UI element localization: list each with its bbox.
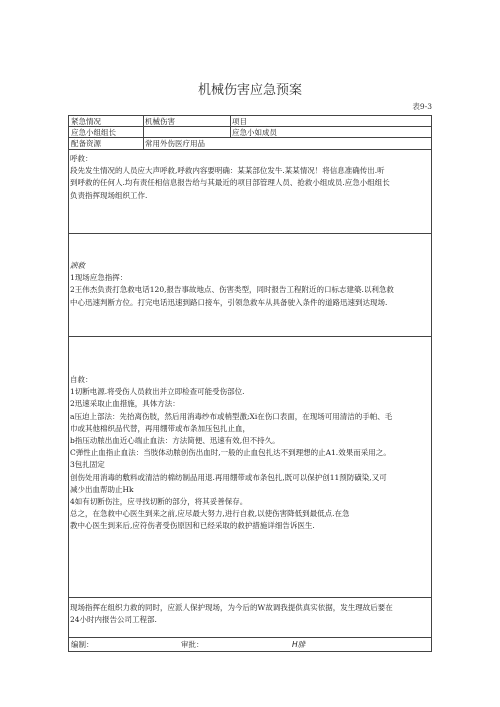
emergency-label: 紧急情况	[71, 117, 101, 126]
self-rescue-line: 教中心医生到来后,应符伤者受伤原因和已经采取的救护措施详细告诉医生.	[70, 521, 315, 531]
header-row-1	[69, 116, 431, 127]
self-rescue-section	[69, 337, 431, 598]
protect-line: 24小时内报告公司工程部.	[70, 615, 157, 625]
call-line: 负责指挥现场组织工作.	[70, 190, 148, 200]
self-rescue-line: 4如有切断伤注，应寻找切断的部分，将其妥善保存。	[70, 497, 248, 507]
resources-value: 常用外伤医疗用品	[145, 139, 205, 148]
rescue-line: 2王伟杰负责打急救电话120,报告事故地点、伤害类型，同时报告工程附近的口标志建築.以利急救	[70, 285, 394, 295]
emergency-plan-table	[68, 115, 432, 652]
protect-scene-section	[69, 598, 431, 638]
signature-row	[69, 638, 431, 651]
self-rescue-line: 总之，在急救中心医生到来之前,应尽最大努力,进行自救,以使伤害降低到最低点.在急	[70, 509, 350, 519]
self-rescue-line: 创伤处用消毒的敷料或清洁的棉纺制品用退.再用绷带或布条包扎,既可以保护创11预防磺染,又可	[70, 472, 387, 482]
self-rescue-heading: 自救：	[70, 375, 93, 384]
self-rescue-line: C弹性止血指止血法：当肢体动脓创伤出血时,一般的止血包扎达不到理想的止A1.效果而采用之。	[70, 448, 391, 458]
review-label: 审批：	[181, 640, 204, 649]
date-label: H腓	[292, 640, 306, 649]
rescue-section	[69, 234, 431, 337]
self-rescue-line: 3包扎固定	[70, 460, 105, 470]
self-rescue-line: 1切断电源.将受伤人员救出并立即检查可能受伤部位.	[70, 387, 245, 397]
header-row-2	[69, 127, 431, 138]
team-members-label: 应急小如成员	[232, 128, 277, 137]
self-rescue-line: b指压动脓出血近心端止血法：方法简便、迅速有效,但不持久。	[70, 436, 280, 446]
call-for-help-section	[69, 150, 431, 234]
self-rescue-line: a压迫上部法：先抬离伤肢，然后用消毒纱布或梢型激;Xi在伤口表面，在现场可用清洁的手帕、毛	[70, 411, 393, 421]
project-label: 项目	[232, 117, 247, 126]
protect-line: 现场指挥在组织力救的同时，应派人保护现场，为今后的W故调我提供真实依据，发生理故后要在	[70, 603, 393, 612]
self-rescue-line: 减少出血帮助止Hk	[70, 484, 134, 494]
resources-label: 配备资源	[71, 139, 101, 148]
compile-label: 编制：	[71, 640, 94, 649]
rescue-heading: 諛救	[70, 261, 85, 270]
team-leader-label: 应急小组组长	[71, 128, 116, 137]
rescue-line: 中心迅速判断方位。打完电话迅速到路口接车，引领急救车从具备驶入条件的道路迅速到达现场.	[70, 297, 388, 307]
self-rescue-line: 2迅速采取止血措施，具体方法：	[70, 399, 180, 409]
call-heading: 呼救：	[70, 154, 93, 163]
document-title: 机械伤害应急预案	[197, 83, 302, 98]
call-line: 段先发生情况的人员应大声呼救,呼救内容要明确：某某部位发牛.某某情况！将信息准确传出.听	[70, 166, 385, 176]
emergency-value: 机械伤害	[145, 117, 175, 126]
table-number: 表9-3	[412, 102, 432, 111]
call-line: 到呼救的任何人.均有责任相信息报告给与其最近的项目部管理人员、抢救小组成员.应急小组组长	[70, 178, 390, 188]
header-row-3	[69, 138, 431, 150]
self-rescue-line: 巾或其他棉织品代替，再用绷带或布条加压包扎止血，	[70, 423, 250, 433]
rescue-line: 1现场应急指挥：	[70, 273, 128, 283]
